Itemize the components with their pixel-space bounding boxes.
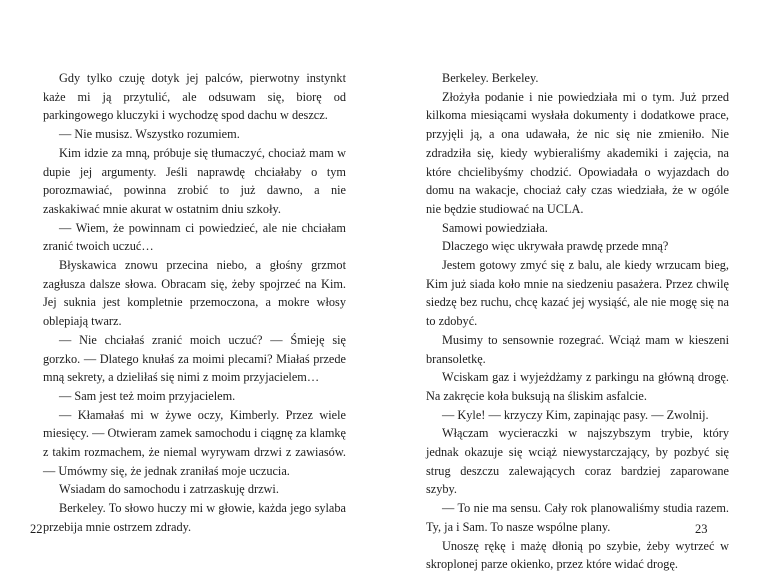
right-page-text bbox=[426, 69, 729, 574]
paragraph: — Kyle! — krzyczy Kim, zapinając pasy. — Zwolnij. bbox=[442, 407, 709, 422]
left-page-text bbox=[43, 69, 346, 537]
page-number-right: 23 bbox=[695, 522, 708, 536]
paragraph: Kim idzie za mną, próbuje się tłumaczyć, chociaż mam w dupie jej argumenty. Jeśli naprawdę chciałaby o tym porozmawiać, powinna zrobić to już dawno, a nie zaskakiwać mnie akurat w ostatnim dniu szkoły. bbox=[43, 145, 346, 216]
paragraph: Wsiadam do samochodu i zatrzaskuję drzwi. bbox=[59, 482, 279, 497]
paragraph: Musimy to sensownie rozegrać. Wciąż mam w kieszeni bransoletkę. bbox=[426, 332, 729, 366]
paragraph: Błyskawica znowu przecina niebo, a głośny grzmot zagłusza dalsze słowa. Obracam się, żeby spojrzeć na Kim. Jej suknia jest kompletnie przemoczona, a mokre włosy oblepiają twarz. bbox=[43, 258, 346, 329]
paragraph: Berkeley. Berkeley. bbox=[442, 71, 539, 85]
paragraph: Gdy tylko czuję dotyk jej palców, pierwotny instynkt każe mi ją przytulić, ale odsuwam się, biorę od parkingowego kluczyki i wychodzę spod dachu w deszcz. bbox=[43, 71, 346, 123]
paragraph: — To nie ma sensu. Cały rok planowaliśmy studia razem. Ty, ja i Sam. To nasze wspólne plany. bbox=[426, 501, 729, 534]
page-number-left: 22 bbox=[30, 522, 43, 536]
paragraph: Włączam wycieraczki w najszybszym trybie, który jednak okazuje się wciąż niewystarczający, by pozbyć się strug deszczu zalewających coraz bardziej zaparowane szyby. bbox=[426, 426, 729, 497]
paragraph: — Sam jest też moim przyjacielem. bbox=[59, 388, 236, 403]
paragraph: Dlaczego więc ukrywała prawdę przede mną? bbox=[442, 239, 669, 254]
paragraph: — Kłamałaś mi w żywe oczy, Kimberly. Przez wiele miesięcy. — Otwieram zamek samochodu i ciągnę za klamkę z takim rozmachem, że niemal wyrywam drzwi z zawiasów. — Umówmy się, że jednak zraniłaś moje uczucia. bbox=[43, 407, 346, 478]
paragraph: Unoszę rękę i mażę dłonią po szybie, żeby wytrzeć w skroplonej parze okienko, przez które widać drogę. bbox=[426, 538, 729, 572]
paragraph: Wciskam gaz i wyjeżdżamy z parkingu na główną drogę. Na zakręcie koła buksują na śliskim asfalcie. bbox=[426, 370, 729, 403]
paragraph: Jestem gotowy zmyć się z balu, ale kiedy wrzucam bieg, Kim już siada koło mnie na siedzeniu pasażera. Przez chwilę siedzę bez ruchu, chcę kazać jej wysiąść, ale nie mogę się na to zdobyć. bbox=[426, 258, 729, 329]
paragraph: Złożyła podanie i nie powiedziała mi o tym. Już przed kilkoma miesiącami wysłała dokumenty i dodatkowe prace, przyjęli ją, a ona udawała, że nic się nie zmieniło. Nie zdradziła się, kiedy wybieraliśmy akademiki i zajęcia, na które chcielibyśmy chodzić. Opowiadała o wyjazdach do domu na wakacje, chociaż cały czas wiedziała, że w ogóle nie będzie studiować na UCLA. bbox=[426, 89, 729, 216]
paragraph: — Nie musisz. Wszystko rozumiem. bbox=[59, 127, 240, 142]
paragraph: — Wiem, że powinnam ci powiedzieć, ale nie chciałam zranić twoich uczuć… bbox=[43, 220, 346, 254]
paragraph: Berkeley. To słowo huczy mi w głowie, każda jego sylaba przebija mnie ostrzem zdrady. bbox=[43, 501, 346, 534]
paragraph: Samowi powiedziała. bbox=[442, 220, 548, 235]
paragraph: — Nie chciałaś zranić moich uczuć? — Śmieję się gorzko. — Dlatego knułaś za moimi plecami? Miałaś przede mną sekrety, a dzieliłaś się nimi z moim przyjacielem… bbox=[43, 332, 346, 385]
